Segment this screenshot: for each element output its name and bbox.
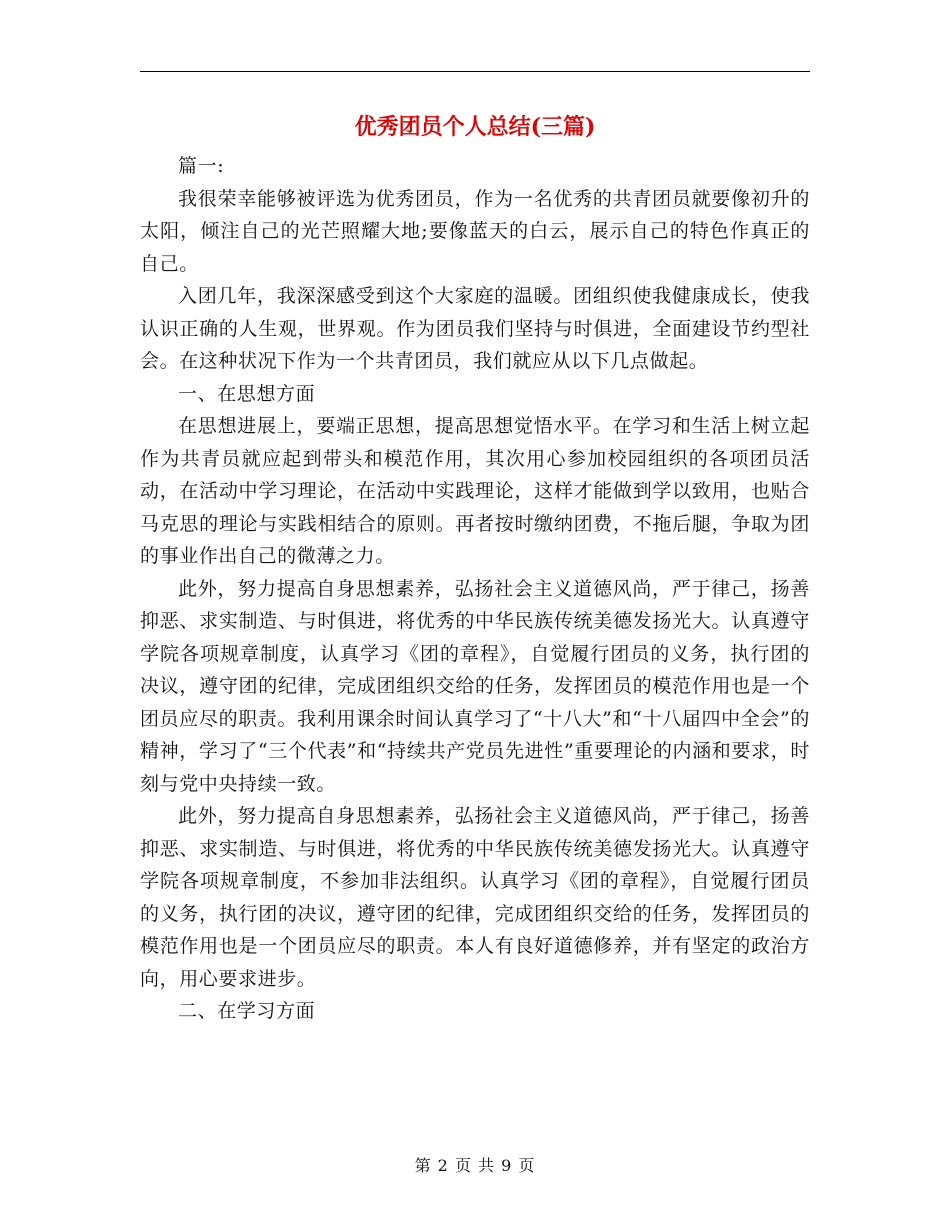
document-title: 优秀团员个人总结(三篇) [354,114,596,140]
document-body [140,150,810,1028]
body-paragraph: 入团几年，我深深感受到这个大家庭的温暖。团组织使我健康成长，使我认识正确的人生观，世界观。作为团员我们坚持与时俱进，全面建设节约型社会。在这种状况下作为一个共青团员，我们就应从以下几点做起。 [140,285,810,372]
section-heading-ideology: 一、在思想方面 [178,382,316,405]
section-heading-part-one: 篇一: [178,155,225,177]
header-rule [140,71,810,72]
section-heading-study: 二、在学习方面 [178,1000,316,1022]
body-paragraph: 我很荣幸能够被评选为优秀团员，作为一名优秀的共青团员就要像初升的太阳，倾注自己的光芒照耀大地;要像蓝天的白云，展示自己的特色作真正的自己。 [140,187,810,275]
body-paragraph: 在思想进展上，要端正思想，提高思想觉悟水平。在学习和生活上树立起作为共青员就应起到带头和模范作用，其次用心参加校园组织的各项团员活动，在活动中学习理论，在活动中实践理论，这样才能做到学以致用，也贴合马克思的理论与实践相结合的原则。再者按时缴纳团费，不拖后腿，争取为团的事业作出自己的微薄之力。 [140,415,810,567]
body-paragraph: 此外，努力提高自身思想素养，弘扬社会主义道德风尚，严于律己，扬善抑恶、求实制造、与时俱进，将优秀的中华民族传统美德发扬光大。认真遵守学院各项规章制度，认真学习《团的章程》，自觉履行团员的义务，执行团的决议，遵守团的纪律，完成团组织交给的任务，发挥团员的模范作用也是一个团员应尽的职责。我利用课余时间认真学习了“十八大”和“十八届四中全会”的精神，学习了“三个代表”和“持续共产党员先进性”重要理论的内涵和要求，时刻与党中央持续一致。 [140,577,810,795]
page-number: 第 2 页 共 9 页 [414,1156,536,1175]
body-paragraph: 此外，努力提高自身思想素养，弘扬社会主义道德风尚，严于律己，扬善抑恶、求实制造、与时俱进，将优秀的中华民族传统美德发扬光大。认真遵守学院各项规章制度，不参加非法组织。认真学习《团的章程》，自觉履行团员的义务，执行团的决议，遵守团的纪律，完成团组织交给的任务，发挥团员的模范作用也是一个团员应尽的职责。本人有良好道德修养，并有坚定的政治方向，用心要求进步。 [140,805,810,990]
